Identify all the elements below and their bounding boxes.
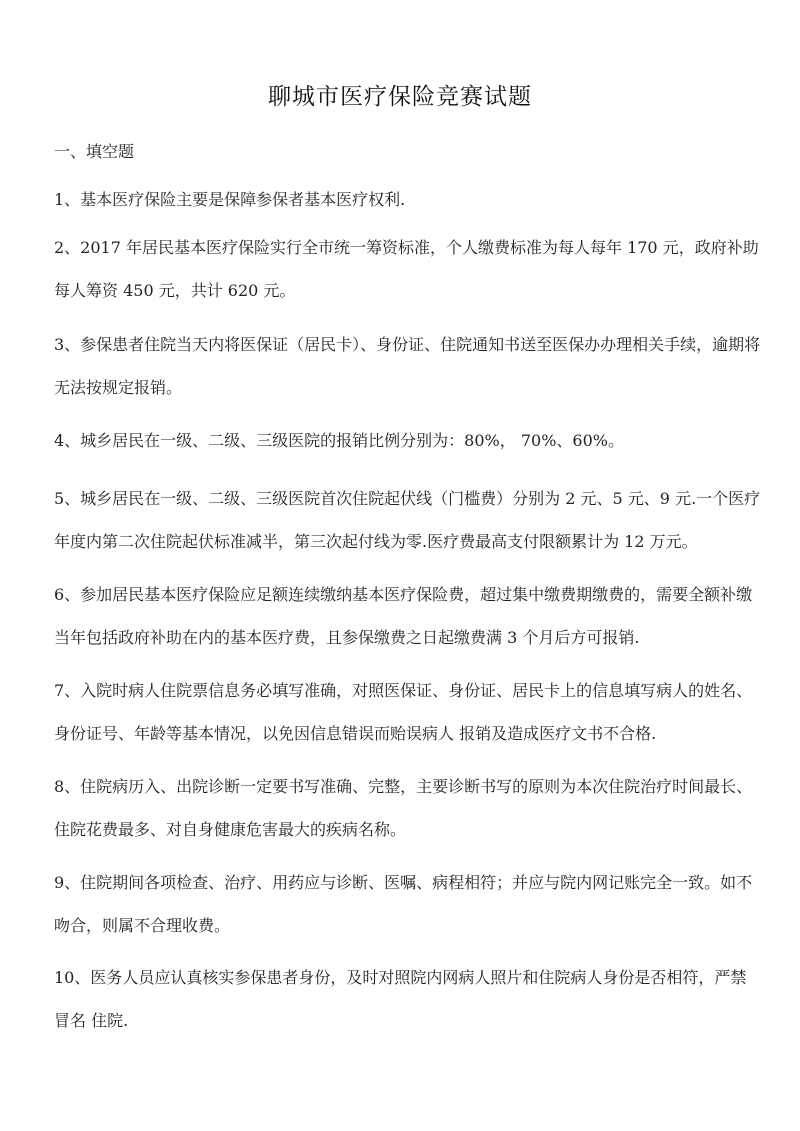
question-1: 1、基本医疗保险主要是保障参保者基本医疗权利. xyxy=(54,190,406,209)
question-10: 10、医务人员应认真核实参保患者身份，及时对照院内网病人照片和住院病人身份是否相符，严禁冒名 住院. xyxy=(54,968,747,1030)
question-2: 2、2017 年居民基本医疗保险实行全市统一筹资标准，个人缴费标准为每人每年 170 元，政府补助每人筹资 450 元，共计 620 元。 xyxy=(54,238,759,300)
document-title: 聊城市医疗保险竞赛试题 xyxy=(268,84,532,110)
question-6: 6、参加居民基本医疗保险应足额连续缴纳基本医疗保险费，超过集中缴费期缴费的，需要全额补缴当年包括政府补助在内的基本医疗费，且参保缴费之日起缴费满 3 个月后方可报销. xyxy=(54,585,753,647)
question-8: 8、住院病历入、出院诊断一定要书写准确、完整，主要诊断书写的原则为本次住院治疗时间最长、住院花费最多、对自身健康危害最大的疾病名称。 xyxy=(54,777,753,839)
section-heading: 一、填空题 xyxy=(54,142,135,161)
question-3: 3、参保患者住院当天内将医保证（居民卡）、身份证、住院通知书送至医保办办理相关手续，逾期将无法按规定报销。 xyxy=(54,335,761,397)
question-5: 5、城乡居民在一级、二级、三级医院首次住院起伏线（门槛费）分别为 2 元、5 元、9 元.一个医疗年度内第二次住院起伏标准减半，第三次起付线为零.医疗费最高支付限额累计为 12 万元。 xyxy=(54,489,761,551)
question-7: 7、入院时病人住院票信息务必填写准确，对照医保证、身份证、居民卡上的信息填写病人的姓名、身份证号、年龄等基本情况，以免因信息错误而贻误病人 报销及造成医疗文书不合格. xyxy=(54,681,753,743)
question-9: 9、住院期间各项检查、治疗、用药应与诊断、医嘱、病程相符；并应与院内网记账完全一致。如不吻合，则属不合理收费。 xyxy=(54,873,753,935)
question-4: 4、城乡居民在一级、二级、三级医院的报销比例分别为：80%， 70%、60%。 xyxy=(54,431,624,450)
